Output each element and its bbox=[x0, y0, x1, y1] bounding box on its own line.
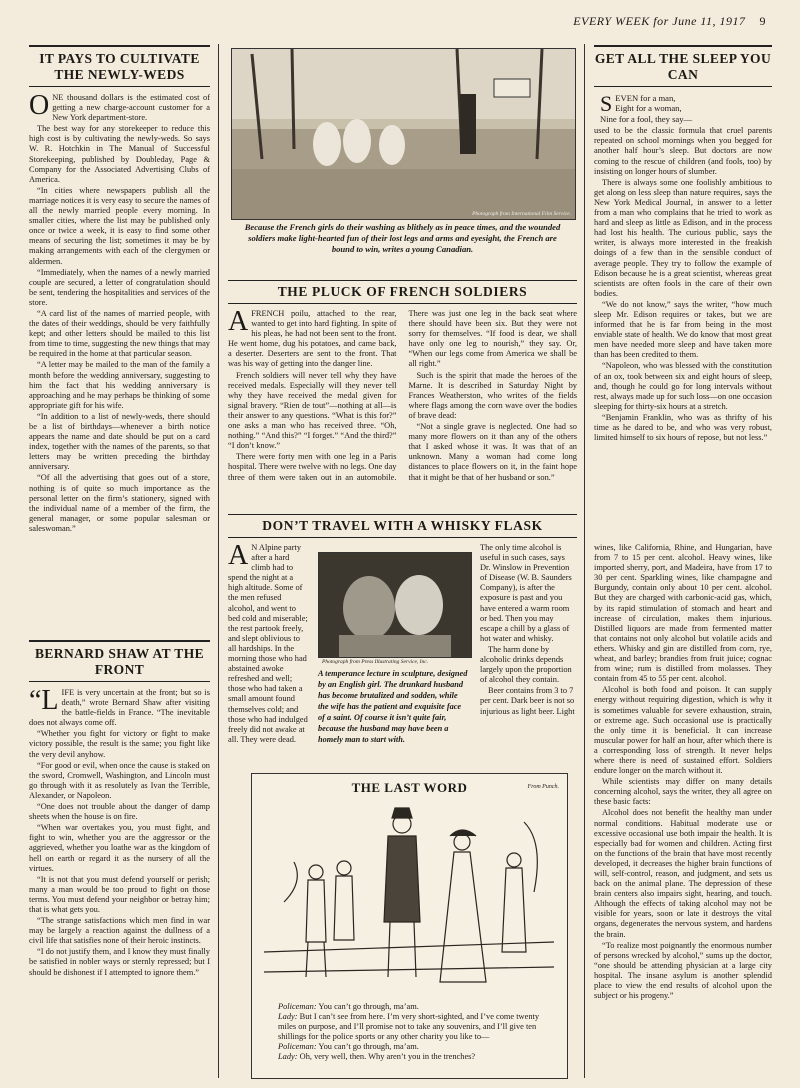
shaw-article bbox=[29, 640, 210, 1083]
shaw-paragraph: “It is not that you must defend yourself or perish; many a man would be too proud to fight on those terms. You must defend your neighbor or betray him; that is what gets you. bbox=[29, 874, 210, 914]
french-photo-caption: Because the French girls do their washing as blithely as in peace times, and the wounded soldiers make light-hearted fun of their lost legs and arms and eyesight, the French are bound to win, writes a young Canadian. bbox=[244, 222, 561, 254]
newlyweds-paragraph: “A card list of the names of married people, with the dates of their weddings, should be very faithfully kept; and other letters should be mailed to this list from time to time, suggesting the new things that may be required in the home at that particular season. bbox=[29, 308, 210, 359]
dialog-line: But I can’t see from here. I’m very short-sighted, and I’ve come twenty miles on purpose, and I’ll promise not to take any souvenirs, and I’ll give ten shillings for the police sports or any other charity you like to— bbox=[278, 1012, 540, 1041]
shaw-title: BERNARD SHAW AT THE FRONT bbox=[29, 640, 210, 682]
last-word-cartoon bbox=[251, 773, 568, 1079]
sleep-title: GET ALL THE SLEEP YOU CAN bbox=[594, 45, 772, 87]
speaker-label: Policeman: bbox=[278, 1042, 317, 1051]
newlyweds-paragraph: “Immediately, when the names of a newly married couple are secured, a letter of congratulation should be sent, tendering the hospitalities and services of the store. bbox=[29, 267, 210, 307]
speaker-label: Lady: bbox=[278, 1012, 298, 1021]
sleep-paragraph: There is always some one foolishly ambitious to get along on less sleep than nature requires, says the New York Medical Journal, in answer to a letter from a man who complains that he tried to work as hard and sleep as little as Edison, and in the process had lost his health. The curious public, says the writer, is always more interested in the freakish doings of a few than in the sensible conduct of average people. They try to follow the example of Edison because he is a great scientist, whereas great scientists are often fools in the care of their own bodies. bbox=[594, 177, 772, 298]
photo-credit: Photograph from International Film Service. bbox=[472, 211, 571, 217]
whisky-title: DON’T TRAVEL WITH A WHISKY FLASK bbox=[228, 514, 577, 538]
verse-line: Nine for a fool, they say— bbox=[600, 114, 693, 124]
column-rule-left bbox=[218, 44, 219, 1078]
newlyweds-paragraph: “A letter may be mailed to the man of the family a month before the wedding anniversary, suggesting to him the fact that his wedding anniversary is approaching and he may perhaps be thinking of some appropriate gift for his wife. bbox=[29, 360, 210, 410]
last-word-title: THE LAST WORD bbox=[351, 780, 468, 795]
drop-cap: “L bbox=[29, 688, 59, 716]
running-head-title: EVERY WEEK for June 11, 1917 bbox=[573, 14, 746, 28]
photo-illustration bbox=[232, 49, 575, 219]
pluck-title: THE PLUCK OF FRENCH SOLDIERS bbox=[228, 280, 577, 304]
sculpture-photo-credit: Photograph from Press Illustrating Service, Inc. bbox=[322, 659, 429, 665]
drop-cap: A bbox=[228, 309, 249, 337]
sleep-paragraph: “Napoleon, who was blessed with the constitution of an ox, took between six and eight hours of sleep, and, though he could go for long intervals without rest, always made up for such loss—on one occasion sleeping for thirty-six hours at a stretch. bbox=[594, 361, 772, 411]
whisky-paragraph: The only time alcohol is useful in such cases, says Dr. Winslow in Prevention of Disease (W. B. Saunders Company), is after the exposure is past and you have entered a warm room or bed. Then you may escape a chill by a glass of hot water and whisky. bbox=[480, 543, 572, 643]
sculpture-illustration bbox=[319, 553, 471, 657]
whisky-continued bbox=[594, 543, 772, 1078]
dialog-line: You can’t go through, ma’am. bbox=[316, 1002, 419, 1011]
sleep-paragraph: “Benjamin Franklin, who was as thrifty of his time as he dared to be, and who was very robust, limited himself to six hours of repose, but not less.” bbox=[594, 412, 772, 443]
page-number: 9 bbox=[759, 14, 766, 28]
shaw-paragraph: “The strange satisfactions which men find in war may be largely a reaction against the dullness of a civil life that satisfies none of their heroic instincts. bbox=[29, 916, 210, 946]
dialog-line: You can’t go through, ma’am. bbox=[316, 1042, 419, 1051]
pluck-paragraph: French soldiers will never tell why they have received medals. Especially will they never tell why they have received the medal given for signal bravery. “Rien de tout”—nothing at all—is their answer to any questions. “What is this for?” one asks a man who has received three. “Oh, nothing.” “And this?” “I forget.” “And the third?” “I don’t know.” bbox=[228, 370, 397, 451]
newlyweds-paragraph: “Of all the advertising that goes out of a store, nothing is of quite so much importance as the personal letter on the firm’s stationery, signed with the individual name of a member of the firm, the general manager, or some popular salesman or saleswoman.” bbox=[29, 473, 210, 533]
shaw-body bbox=[29, 688, 210, 1083]
running-head bbox=[573, 14, 766, 29]
shaw-paragraph: “I do not justify them, and I know they must finally be satisfied in nobler ways or sternly repressed; but I should be dishonest if I attempted to ignore them.” bbox=[29, 947, 210, 977]
drop-cap: S bbox=[600, 91, 613, 116]
whisky-paragraph: The harm done by alcoholic drinks depends largely upon the proportion of alcohol they contain. bbox=[480, 644, 572, 685]
drop-cap: A bbox=[228, 543, 249, 571]
cartoon-credit: From Punch. bbox=[527, 784, 559, 790]
wines-paragraph: While scientists may differ on many details concerning alcohol, says the writer, they all agree on these basic facts: bbox=[594, 777, 772, 807]
shaw-paragraph: “For good or evil, when once the cause is staked on the sword, Cromwell, Washington, and Lincoln must go through with it as resolutely as Ivan the Terrible, Alexander, or Napoleon. bbox=[29, 760, 210, 800]
drop-cap: O bbox=[29, 93, 50, 121]
wines-paragraph: “To realize most poignantly the enormous number of persons wrecked by alcohol,” sums up the doctor, “one should be attending physician at a large city hospital. The insane asylum is another splendid place to view the end results of alcohol upon the subject or his progeny.” bbox=[594, 940, 772, 1001]
wines-paragraph: Alcohol is both food and poison. It can supply energy without requiring digestion, which is why it is sometimes valuable for severe exhaustion, strain, or extreme age. Such occasional use is practically the only time it is beneficial. It can increase muscular power for half an hour, after which there is a corresponding loss of strength. It never helps where there is need of sustained effort. Soldiers endure longer on the march without it. bbox=[594, 685, 772, 776]
shaw-paragraph: “One does not trouble about the danger of damp sheets when the house is on fire. bbox=[29, 802, 210, 822]
wines-paragraph: wines, like California, Rhine, and Hungarian, have from 7 to 15 per cent. alcohol. Heavy wines, like imported sherry, port, and Madeira, have from 17 to 30 per cent. Sparkling wines, like champagne and Burgundy, contain only about 10 per cent. alcohol. But they are charged with carbonic-acid gas, which, by its rapid stimulation of stomach and heart and increase of circulation, makes them injurious. Distilled liquors are made from fermented matter that contains not only alcohol but volatile acids and ethers. Whisky and gin are distilled from corn, rye, wheat, and barley; brandies from fruit juice; cognac from wine; rum is distilled from molasses. They contain from 45 to 55 per cent. alcohol. bbox=[594, 543, 772, 684]
pluck-paragraph: FRENCH poilu, attached to the rear, wanted to get into hard fighting. In spite of his pleas, he had not been sent to the front. He went home, dug his potatoes, and came back, a deserter. Deserters are sent to the front. That was his way of getting into the danger line. bbox=[228, 309, 397, 369]
sleep-body bbox=[594, 126, 772, 526]
cartoon-illustration bbox=[264, 802, 554, 998]
verse-line: Eight for a woman, bbox=[615, 103, 682, 114]
verse-line: EVEN for a man, bbox=[615, 93, 676, 103]
shaw-paragraph: “When war overtakes you, you must fight, and fight to win, whether you are the aggressor or the aggrieved, whether you loathe war as the kingdom of hell on earth or regard it as the nursery of all the virtues. bbox=[29, 823, 210, 873]
cartoon-dialog bbox=[278, 1002, 546, 1062]
pluck-article bbox=[228, 280, 577, 509]
sleep-paragraph: “We do not know,” says the writer, “how much sleep Mr. Edison requires or takes, but we are informed that he is far from being in the most enviable state of health. We do know that most great men have needed more sleep and have taken more than has been credited to them. bbox=[594, 299, 772, 360]
newlyweds-paragraph: NE thousand dollars is the estimated cost of getting a new charge-account customer for a New York department-store. bbox=[52, 93, 210, 123]
sleep-article bbox=[594, 45, 772, 526]
newlyweds-title: IT PAYS TO CULTIVATE THE NEWLY-WEDS bbox=[29, 45, 210, 87]
newlyweds-paragraph: “In addition to a list of newly-weds, there should be a list of birthdays—whenever a birth notice appears the name and date should be put on a card index, together with the names of the parents, so that letters may be written preceding the birthday anniversary. bbox=[29, 411, 210, 472]
pluck-paragraph: Such is the spirit that made the heroes of the Marne. It is described in Saturday Night by Frances Weatherston, who writes of the fields where flags among the corn wave over the bodies of brave dead: bbox=[408, 370, 577, 420]
sleep-paragraph: used to be the classic formula that cruel parents repeated on school mornings when you begged for another half hour’s sleep. But doctors are now coming to the rescue of children (and fools, too) by insisting on longer hours of slumber. bbox=[594, 126, 772, 176]
whisky-paragraph: N Alpine party after a hard climb had to spend the night at a high altitude. Some of the men refused alcohol, and went to bed cold and miserable; the rest partook freely, and slept oblivious to all hardships. In the morning those who had abstained awoke refreshed and well; those who had taken a small amount found themselves cold; and those who had indulged freely did not awake at all. They were dead. bbox=[228, 543, 308, 744]
pluck-body bbox=[228, 309, 577, 509]
newlyweds-body bbox=[29, 93, 210, 663]
speaker-label: Policeman: bbox=[278, 1002, 317, 1011]
wines-paragraph: Alcohol does not benefit the healthy man under normal conditions. Habitual moderate use or excessive occasional use both impair the health. It is especially bad for women and children. Acting first on the functions of the brain that have most recently developed, it decreases the higher brain functions of will, self-control, reason, and judgment, and sets us back on the animal plane. The depression of these brain centers also impairs sight, hearing, and touch. Although the effects of taking alcohol may not be visible for years, soon or late it destroys the vital organs, degenerates the nervous system, and hardens the brain. bbox=[594, 808, 772, 939]
column-rule-right bbox=[584, 44, 585, 1078]
sleep-verse bbox=[594, 93, 772, 124]
dialog-line: Oh, very well, then. Why aren’t you in the trenches? bbox=[297, 1052, 476, 1061]
sculpture-caption: A temperance lecture in sculpture, designed by an English girl. The drunkard husband has become brutalized and sodden, while the wife has the patient and exquisite face of a saint. Of course it isn’t quite fair, because the husband may have been a homely man to start with. bbox=[318, 669, 468, 744]
whisky-body-right bbox=[480, 543, 576, 768]
whisky-body-left bbox=[228, 543, 308, 768]
newlyweds-article bbox=[29, 45, 210, 663]
sculpture-photo bbox=[318, 552, 472, 658]
pluck-paragraph: “Not a single grave is neglected. One had so many more flowers on it than any of the others that I asked whose it was. It was that of an unknown. Many a woman had come long distances to place flowers on it, in the faint hope that it might be that of her husband or son.” bbox=[408, 422, 577, 482]
newlyweds-paragraph: “In cities where newspapers publish all the marriage notices it is very easy to secure the names of all the newly married people every morning. In smaller cities, where the list may be published only once or twice a week, it is easy to find some other means of securing the list; sometimes it may be by making arrangements with each of the clergymen or aldermen. bbox=[29, 185, 210, 266]
shaw-paragraph: “Whether you fight for victory or fight to make victory possible, the result is the same; you fight like the very devil anyhow. bbox=[29, 729, 210, 759]
french-washing-photo bbox=[231, 48, 576, 220]
newlyweds-paragraph: The best way for any storekeeper to reduce this high cost is by cultivating the newly-weds. So says W. R. Hotchkin in The Manual of Successful Storekeeping, published by Doubleday, Page & Company for the Associated Advertising Clubs of America. bbox=[29, 124, 210, 184]
pluck-paragraph: There were forty men with one leg in a Paris hospital. There were twelve with no legs. One day three of them were taken out in an automobile. There was just one leg in the back seat where there should have been six. But they were not sorry for themselves. “If food is dear, we shall have only one leg to nourish,” they say. Or, “When our legs come from America we shall be all right.” bbox=[228, 309, 577, 482]
shaw-paragraph: IFE is very uncertain at the front; but so is death,” wrote Bernard Shaw after visiting the battle-fields in France. “The inevitable does not always come off. bbox=[29, 688, 210, 728]
whisky-paragraph: Beer contains from 3 to 7 per cent. Dark beer is not so injurious as light beer. Light bbox=[480, 686, 575, 716]
speaker-label: Lady: bbox=[278, 1052, 298, 1061]
